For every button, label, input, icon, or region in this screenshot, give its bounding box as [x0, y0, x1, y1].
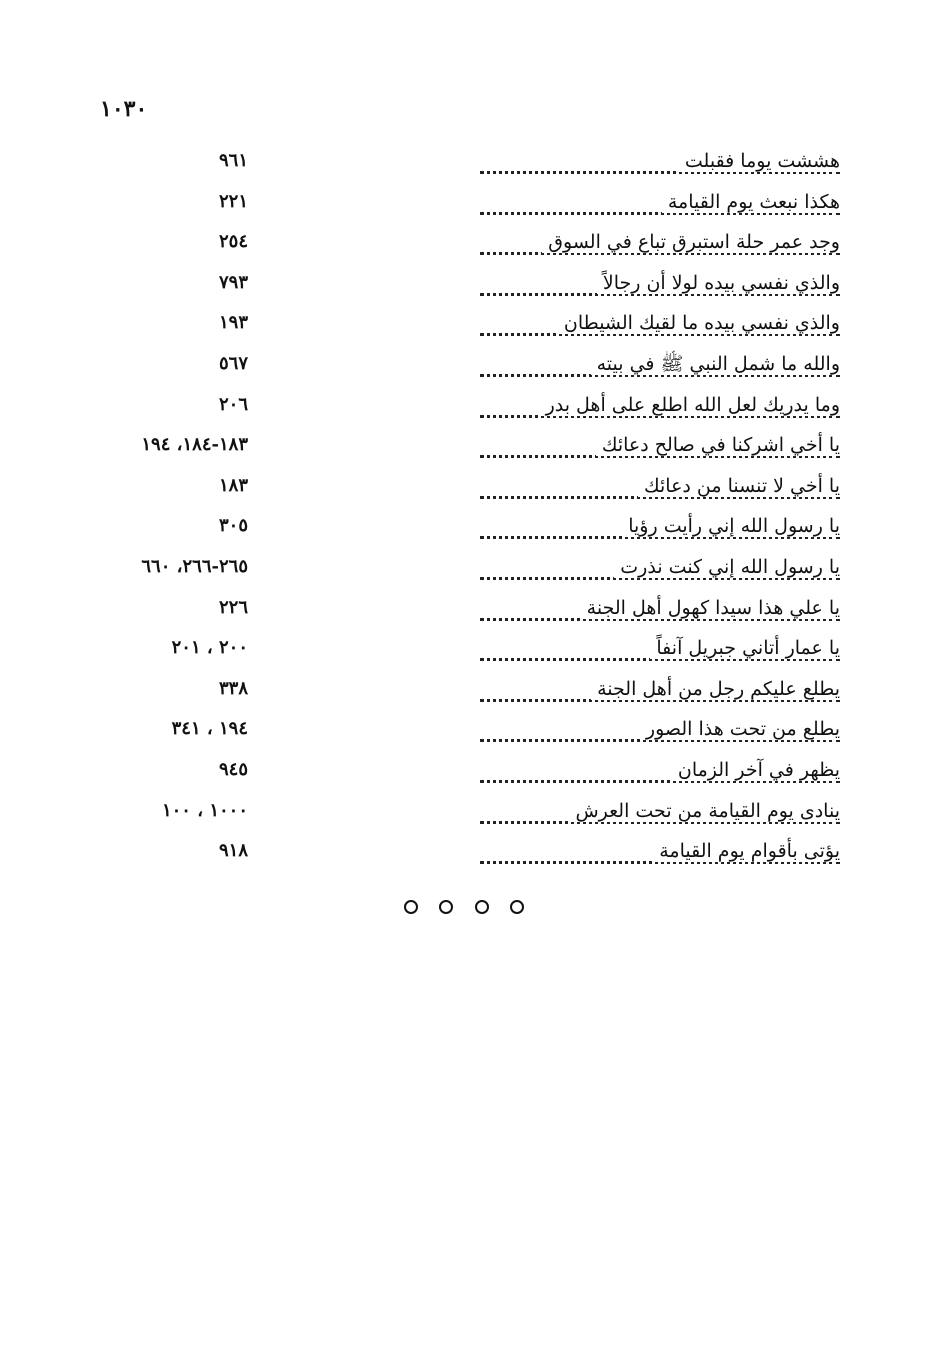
entry-pages: ٩٤٥ [218, 758, 248, 780]
entry-pages: ١٩٣ [218, 312, 248, 334]
end-of-section-ornament [404, 896, 524, 918]
entry-pages: ٢٦٥-٢٦٦، ٦٦٠ [141, 555, 248, 577]
index-row [80, 144, 840, 185]
entry-text: يا أخي اشركنا في صالح دعائك [596, 434, 840, 456]
index-row [80, 834, 840, 875]
circle-ornament [475, 900, 489, 914]
entry-text: يظهر في آخر الزمان [672, 759, 840, 781]
index-row [80, 266, 840, 307]
index-row [80, 550, 840, 591]
entry-text: يا رسول الله إني رأيت رؤيا [622, 515, 840, 537]
circle-ornament [510, 900, 524, 914]
index-row [80, 306, 840, 347]
entry-pages: ٧٩٣ [218, 271, 248, 293]
index-row [80, 469, 840, 510]
circle-ornament [439, 900, 453, 914]
entry-text: وجد عمر حلة استبرق تباع في السوق [542, 231, 840, 253]
index-row [80, 631, 840, 672]
index-row [80, 347, 840, 388]
entry-text: والذي نفسي بيده ما لقيك الشيطان [558, 312, 840, 334]
entry-pages: ١٩٤ ، ٣٤١ [171, 718, 248, 740]
entry-pages: ١٨٣-١٨٤، ١٩٤ [141, 434, 248, 456]
page-number: ١٠٣٠ [100, 96, 148, 122]
index-row [80, 672, 840, 713]
hadith-index-list [80, 144, 840, 875]
entry-text: هششت يوما فقبلت [679, 150, 840, 172]
index-row [80, 185, 840, 226]
entry-pages: ٢٢٦ [218, 596, 248, 618]
index-row [80, 509, 840, 550]
entry-pages: ٣٣٨ [218, 677, 248, 699]
entry-text: يطلع من تحت هذا الصور [640, 718, 840, 740]
entry-pages: ٢٠٠ ، ٢٠١ [171, 637, 248, 659]
entry-pages: ٣٠٥ [218, 515, 248, 537]
index-row [80, 591, 840, 632]
entry-pages: ١٠٠٠ ، ١٠٠ [161, 799, 248, 821]
entry-text: والله ما شمل النبي ﷺ في بيته [591, 353, 840, 375]
entry-text: يا عمار أتاني جبريل آنفاً [650, 637, 840, 659]
index-row [80, 794, 840, 835]
entry-text: وما يدريك لعل الله اطلع على أهل بدر [540, 394, 840, 416]
entry-text: يا أخي لا تنسنا من دعائك [638, 475, 840, 497]
index-row [80, 388, 840, 429]
entry-text: هكذا نبعث يوم القيامة [662, 191, 840, 213]
entry-text: يا علي هذا سيدا كهول أهل الجنة [581, 597, 840, 619]
entry-pages: ٥٦٧ [218, 352, 248, 374]
index-row [80, 225, 840, 266]
index-row [80, 712, 840, 753]
index-row [80, 428, 840, 469]
entry-text: والذي نفسي بيده لولا أن رجالاً [597, 272, 840, 294]
entry-text: يطلع عليكم رجل من أهل الجنة [591, 678, 840, 700]
entry-pages: ٢٠٦ [218, 393, 248, 415]
entry-pages: ٢٥٤ [218, 231, 248, 253]
entry-text: ينادى يوم القيامة من تحت العرش [569, 800, 840, 822]
entry-text: يؤتى بأقوام يوم القيامة [653, 840, 840, 862]
entry-text: يا رسول الله إني كنت نذرت [614, 556, 840, 578]
index-row [80, 753, 840, 794]
entry-pages: ١٨٣ [218, 474, 248, 496]
entry-pages: ٩٦١ [218, 150, 248, 171]
circle-ornament [404, 900, 418, 914]
entry-pages: ٢٢١ [218, 190, 248, 212]
entry-pages: ٩١٨ [218, 840, 248, 862]
